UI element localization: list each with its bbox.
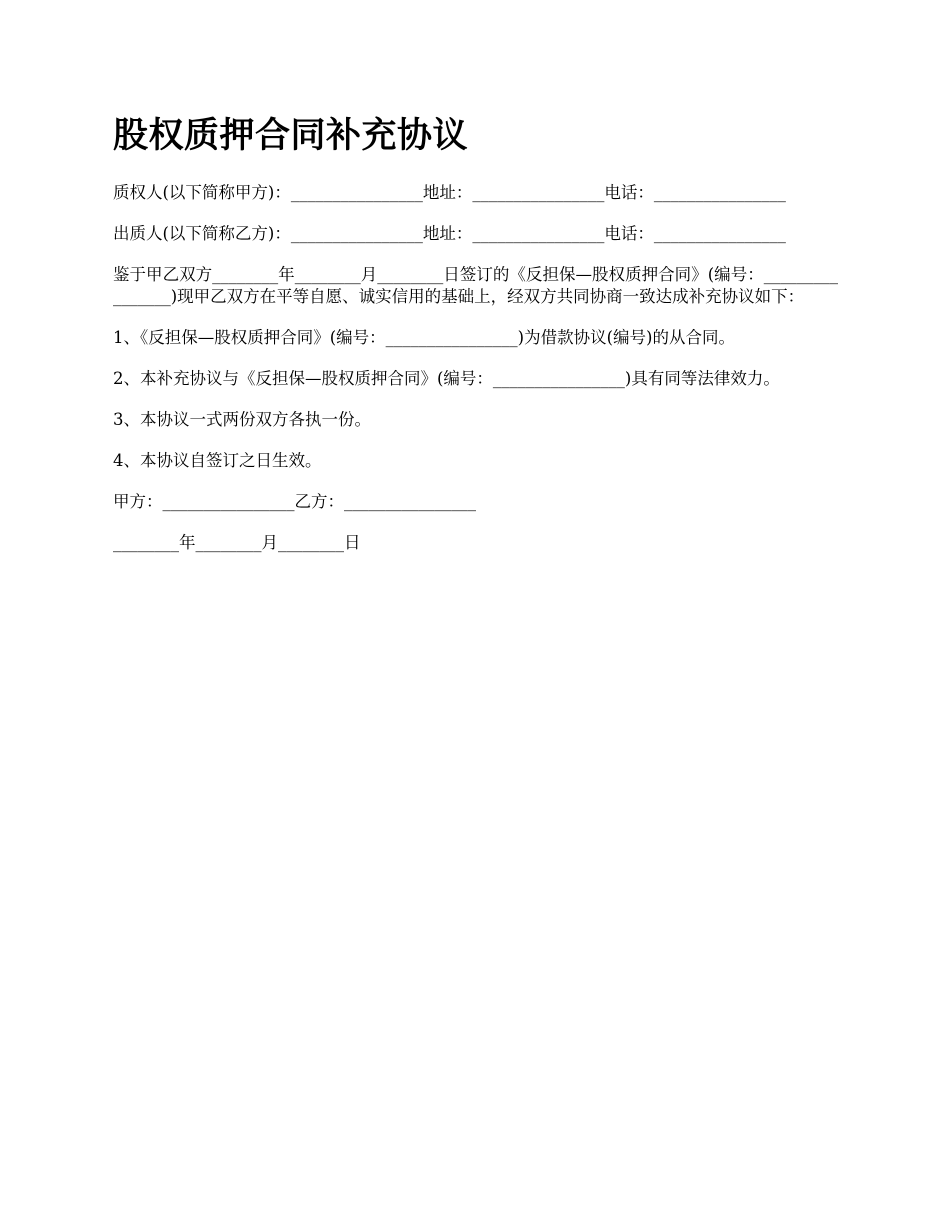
pledgee-info: 质权人(以下简称甲方)：________________地址：________________电话：________________ bbox=[113, 183, 786, 202]
pledgor-info: 出质人(以下简称乙方)：________________地址：________________电话：________________ bbox=[113, 224, 786, 243]
signature-line: 甲方：________________乙方：________________ bbox=[113, 492, 476, 511]
clause-2: 2、本补充协议与《反担保—股权质押合同》(编号：________________)具有同等法律效力。 bbox=[113, 369, 780, 388]
document-title: 股权质押合同补充协议 bbox=[113, 116, 469, 156]
clause-1: 1、《反担保—股权质押合同》(编号：________________)为借款协议(编号)的从合同。 bbox=[113, 328, 735, 347]
preamble: 鉴于甲乙双方________年________月________日签订的《反担保—股权质押合同》(编号：________________)现甲乙双方在平等自愿、诚实信用的基础上，经双方共同协商一致达成补充协议如下： bbox=[113, 265, 838, 306]
date-line: ________年________月________日 bbox=[113, 533, 361, 552]
clause-4: 4、本协议自签订之日生效。 bbox=[113, 451, 322, 470]
clause-3: 3、本协议一式两份双方各执一份。 bbox=[113, 410, 371, 429]
document-page bbox=[113, 112, 838, 573]
